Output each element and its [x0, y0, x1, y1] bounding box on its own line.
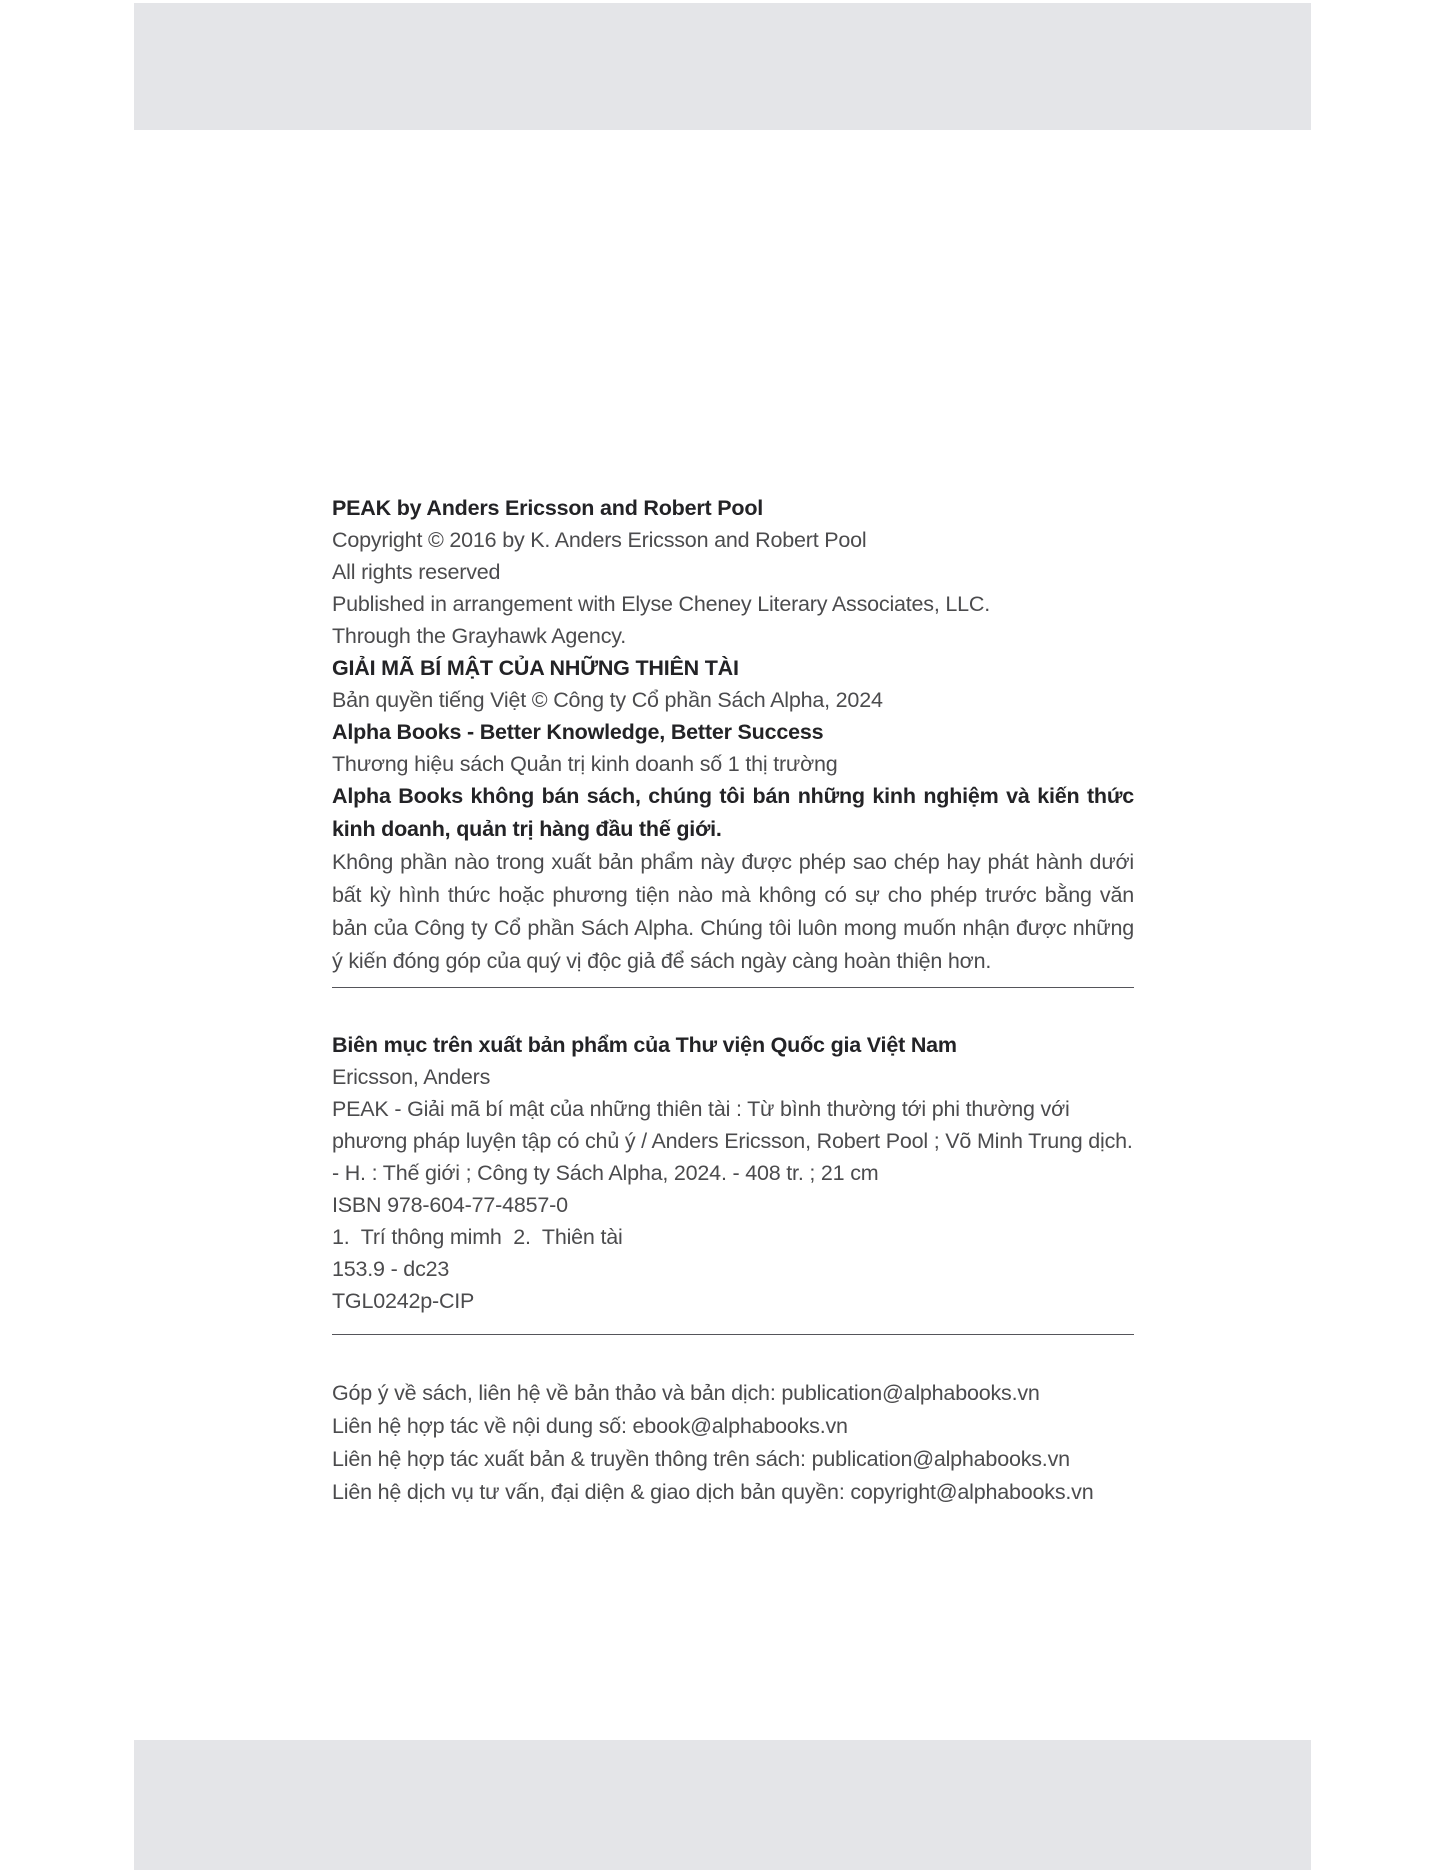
cip-heading: Biên mục trên xuất bản phẩm của Thư viện Quốc gia Việt Nam	[332, 1033, 957, 1057]
vietnamese-title-block	[332, 652, 1134, 716]
vietnamese-title: GIẢI MÃ BÍ MẬT CỦA NHỮNG THIÊN TÀI	[332, 656, 739, 680]
copyright-line: Copyright © 2016 by K. Anders Ericsson and Robert Pool	[332, 528, 867, 552]
contact-line-publishing: Liên hệ hợp tác xuất bản & truyền thông trên sách: publication@alphabooks.vn	[332, 1447, 1070, 1471]
contact-line-manuscript: Góp ý về sách, liên hệ về bản thảo và bản dịch: publication@alphabooks.vn	[332, 1381, 1040, 1405]
english-copyright-block	[332, 492, 1134, 652]
cip-ddc: 153.9 - dc23	[332, 1257, 450, 1281]
original-book-title: PEAK by Anders Ericsson and Robert Pool	[332, 496, 764, 520]
rights-paragraph: Không phần nào trong xuất bản phẩm này được phép sao chép hay phát hành dưới bất kỳ hình thức hoặc phương tiện nào mà không có sự cho phép trước bằng văn bản của Công ty Cổ phần Sách Alpha. Chúng tôi luôn mong muốn nhận được những ý kiến đóng góp của quý vị độc giả để sách ngày càng hoàn thiện hơn.	[332, 850, 1134, 973]
vietnamese-copyright-line: Bản quyền tiếng Việt © Công ty Cổ phần Sách Alpha, 2024	[332, 688, 883, 712]
adjacent-page-top	[134, 3, 1311, 130]
cip-isbn: ISBN 978-604-77-4857-0	[332, 1193, 568, 1217]
brand-tagline: Thương hiệu sách Quản trị kinh doanh số 1 thị trường	[332, 752, 838, 776]
divider-top	[332, 987, 1134, 988]
contact-line-copyright: Liên hệ dịch vụ tư vấn, đại diện & giao dịch bản quyền: copyright@alphabooks.vn	[332, 1480, 1094, 1504]
brand-block	[332, 716, 1134, 780]
divider-bottom	[332, 1334, 1134, 1335]
slogan-paragraph: Alpha Books không bán sách, chúng tôi bán những kinh nghiệm và kiến thức kinh doanh, quản trị hàng đầu thế giới.	[332, 784, 1134, 841]
contact-line-digital: Liên hệ hợp tác về nội dung số: ebook@alphabooks.vn	[332, 1414, 848, 1438]
contact-block	[332, 1377, 1134, 1509]
cip-code: TGL0242p-CIP	[332, 1289, 475, 1313]
adjacent-page-bottom	[134, 1740, 1311, 1870]
colophon-page-content	[332, 492, 1134, 1509]
cataloging-block	[332, 1029, 1134, 1317]
agency-line: Through the Grayhawk Agency.	[332, 624, 626, 648]
rights-reserved-line: All rights reserved	[332, 560, 501, 584]
brand-title: Alpha Books - Better Knowledge, Better Success	[332, 720, 824, 744]
cip-description: PEAK - Giải mã bí mật của những thiên tài : Từ bình thường tới phi thường với phương pháp luyện tập có chủ ý / Anders Ericsson, Robert Pool ; Võ Minh Trung dịch. - H. : Thế giới ; Công ty Sách Alpha, 2024. - 408 tr. ; 21 cm	[332, 1097, 1133, 1185]
cip-author: Ericsson, Anders	[332, 1065, 491, 1089]
arrangement-line: Published in arrangement with Elyse Cheney Literary Associates, LLC.	[332, 592, 991, 616]
cip-subjects: 1. Trí thông mimh 2. Thiên tài	[332, 1225, 623, 1249]
